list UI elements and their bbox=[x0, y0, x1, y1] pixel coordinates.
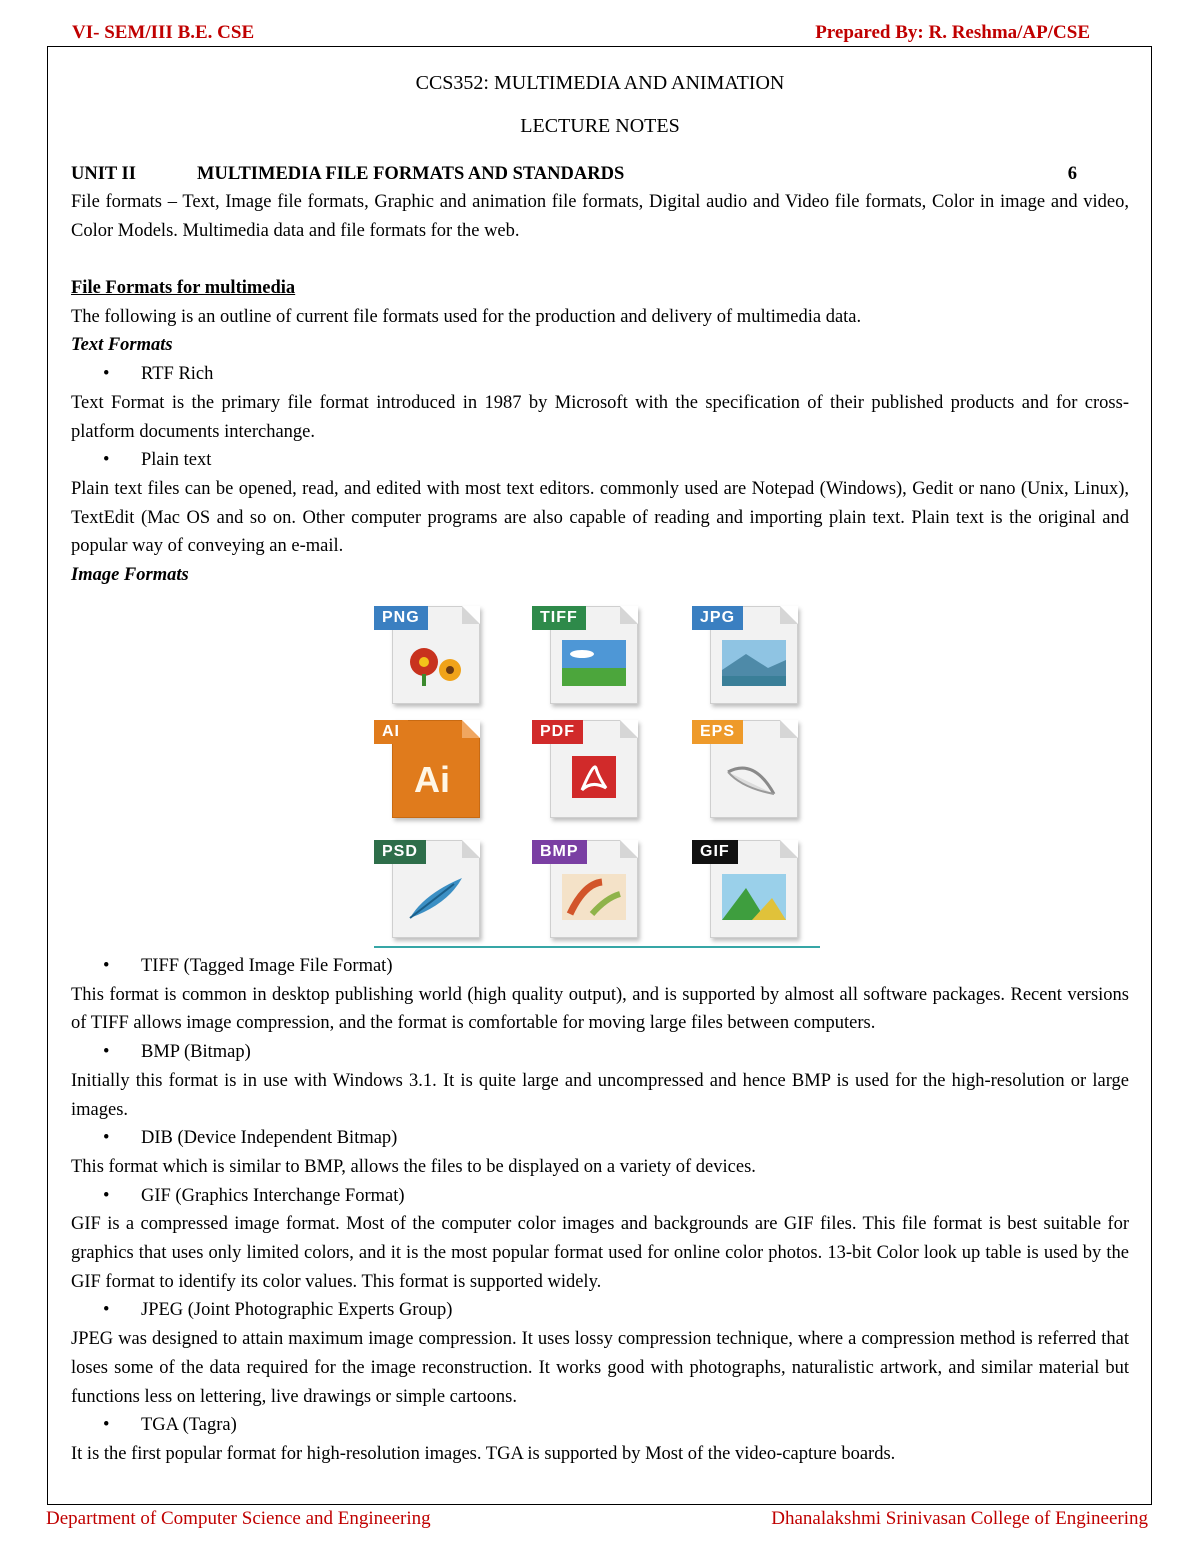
section-intro: The following is an outline of current file formats used for the production and delivery of multimedia data. bbox=[71, 306, 862, 327]
bullet-dot: • bbox=[103, 1185, 110, 1206]
ai-tag: AI bbox=[374, 720, 408, 744]
bullet-dib bbox=[71, 1124, 1129, 1153]
png-file-icon bbox=[374, 598, 494, 708]
vector-curve-icon bbox=[722, 754, 786, 800]
bmp-tag: BMP bbox=[532, 840, 587, 864]
acrobat-logo-icon bbox=[562, 754, 626, 800]
feather-icon bbox=[404, 874, 468, 920]
bullet-tga bbox=[71, 1411, 1129, 1440]
bullet-rtf bbox=[71, 360, 1129, 389]
tiff-file-icon bbox=[532, 598, 652, 708]
eps-tag: EPS bbox=[692, 720, 743, 744]
paint-brush-icon bbox=[562, 874, 626, 920]
jpeg-description: JPEG was designed to attain maximum image compression. It uses lossy compression technique, where a compression method is referred that loses some of the data required for the image reconstruction. It works good with photographs, naturalistic artwork, and similar material but functions less on lettering, live drawings or simple cartoons. bbox=[71, 1329, 1129, 1407]
svg-text:Ai: Ai bbox=[414, 759, 450, 800]
bullet-plain-label: Plain text bbox=[141, 450, 212, 471]
bullet-tga-label: TGA (Tagra) bbox=[141, 1415, 237, 1436]
unit-label: UNIT II bbox=[71, 164, 136, 184]
bullet-dot: • bbox=[103, 1300, 110, 1321]
lecture-notes-subtitle: LECTURE NOTES bbox=[520, 115, 680, 137]
jpg-tag: JPG bbox=[692, 606, 743, 630]
bullet-dot: • bbox=[103, 364, 110, 385]
bullet-tiff-label: TIFF (Tagged Image File Format) bbox=[141, 956, 393, 976]
dib-description: This format which is similar to BMP, allows the files to be displayed on a variety of devices. bbox=[71, 1156, 756, 1177]
hills-image-icon bbox=[722, 874, 786, 920]
tiff-description: This format is common in desktop publishing world (high quality output), and is supported by almost all software packages. Recent versions of TIFF allows image compression, and the format is comfortable for moving large files between computers. bbox=[71, 984, 1129, 1034]
bullet-dot: • bbox=[103, 1042, 110, 1063]
pdf-tag: PDF bbox=[532, 720, 583, 744]
bullet-dot: • bbox=[103, 1415, 110, 1436]
bullet-gif bbox=[71, 1182, 1129, 1211]
bullet-rtf-label: RTF Rich bbox=[141, 364, 214, 385]
gif-file-icon bbox=[692, 832, 812, 942]
section-heading: File Formats for multimedia bbox=[71, 278, 296, 298]
bullet-tiff bbox=[71, 952, 1129, 981]
tga-description: It is the first popular format for high-resolution images. TGA is supported by Most of the video-capture boards. bbox=[71, 1443, 896, 1464]
image-formats-list bbox=[71, 952, 1129, 1469]
bullet-jpeg-label: JPEG (Joint Photographic Experts Group) bbox=[141, 1300, 453, 1321]
landscape-icon bbox=[562, 640, 626, 686]
unit-hours: 6 bbox=[1067, 164, 1077, 184]
header-author: Prepared By: R. Reshma/AP/CSE bbox=[815, 22, 1090, 43]
bullet-dib-label: DIB (Device Independent Bitmap) bbox=[141, 1128, 398, 1149]
pdf-file-icon bbox=[532, 712, 652, 822]
bullet-plain-text bbox=[71, 446, 1129, 475]
bullet-dot: • bbox=[103, 956, 110, 976]
text-formats-heading: Text Formats bbox=[71, 335, 173, 356]
text-formats-block bbox=[71, 274, 1129, 590]
png-tag: PNG bbox=[374, 606, 428, 630]
illustrator-logo-icon bbox=[404, 754, 468, 800]
bullet-bmp-label: BMP (Bitmap) bbox=[141, 1042, 251, 1063]
psd-tag: PSD bbox=[374, 840, 426, 864]
syllabus-text: File formats – Text, Image file formats, Graphic and animation file formats, Digital audio and Video file formats, Color in image and video, Color Models. Multimedia data and file formats for the web. bbox=[71, 192, 1129, 241]
header-semester: VI- SEM/III B.E. CSE bbox=[72, 22, 255, 43]
footer-department: Department of Computer Science and Engineering bbox=[46, 1508, 431, 1529]
unit-title: MULTIMEDIA FILE FORMATS AND STANDARDS bbox=[197, 164, 625, 184]
lake-icon bbox=[722, 640, 786, 686]
bullet-dot: • bbox=[103, 450, 110, 471]
course-title: CCS352: MULTIMEDIA AND ANIMATION bbox=[415, 72, 785, 94]
eps-file-icon bbox=[692, 712, 812, 822]
syllabus-block bbox=[71, 188, 1129, 245]
bullet-gif-label: GIF (Graphics Interchange Format) bbox=[141, 1185, 405, 1206]
gif-description: GIF is a compressed image format. Most of the computer color images and backgrounds are GIF files. This file format is best suitable for graphics that uses only limited colors, and it is the most popular format used for online color photos. 13-bit Color look up table is used by the GIF format to identify its color values. This format is supported widely. bbox=[71, 1214, 1129, 1292]
flower-icon bbox=[404, 640, 468, 686]
image-formats-heading: Image Formats bbox=[71, 565, 189, 586]
rtf-description: Text Format is the primary file format introduced in 1987 by Microsoft with the specification of their published products and for cross-platform documents interchange. bbox=[71, 392, 1129, 442]
bullet-jpeg bbox=[71, 1296, 1129, 1325]
ai-file-icon bbox=[374, 712, 494, 822]
footer-college: Dhanalakshmi Srinivasan College of Engineering bbox=[771, 1508, 1148, 1529]
bmp-file-icon bbox=[532, 832, 652, 942]
psd-file-icon bbox=[374, 832, 494, 942]
bmp-description: Initially this format is in use with Windows 3.1. It is quite large and uncompressed and hence BMP is used for the high-resolution or large images. bbox=[71, 1070, 1129, 1120]
image-format-icons-figure bbox=[374, 594, 820, 948]
tiff-tag: TIFF bbox=[532, 606, 586, 630]
plain-text-description: Plain text files can be opened, read, and edited with most text editors. commonly used are Notepad (Windows), Gedit or nano (Unix, Linux), TextEdit (Mac OS and so on. Other computer programs are also capable of reading and importing plain text. Plain text is the original and popular way of conveying an e-mail. bbox=[71, 478, 1129, 557]
bullet-dot: • bbox=[103, 1128, 110, 1149]
figure-baseline bbox=[374, 946, 820, 948]
gif-tag: GIF bbox=[692, 840, 738, 864]
bullet-bmp bbox=[71, 1038, 1129, 1067]
jpg-file-icon bbox=[692, 598, 812, 708]
